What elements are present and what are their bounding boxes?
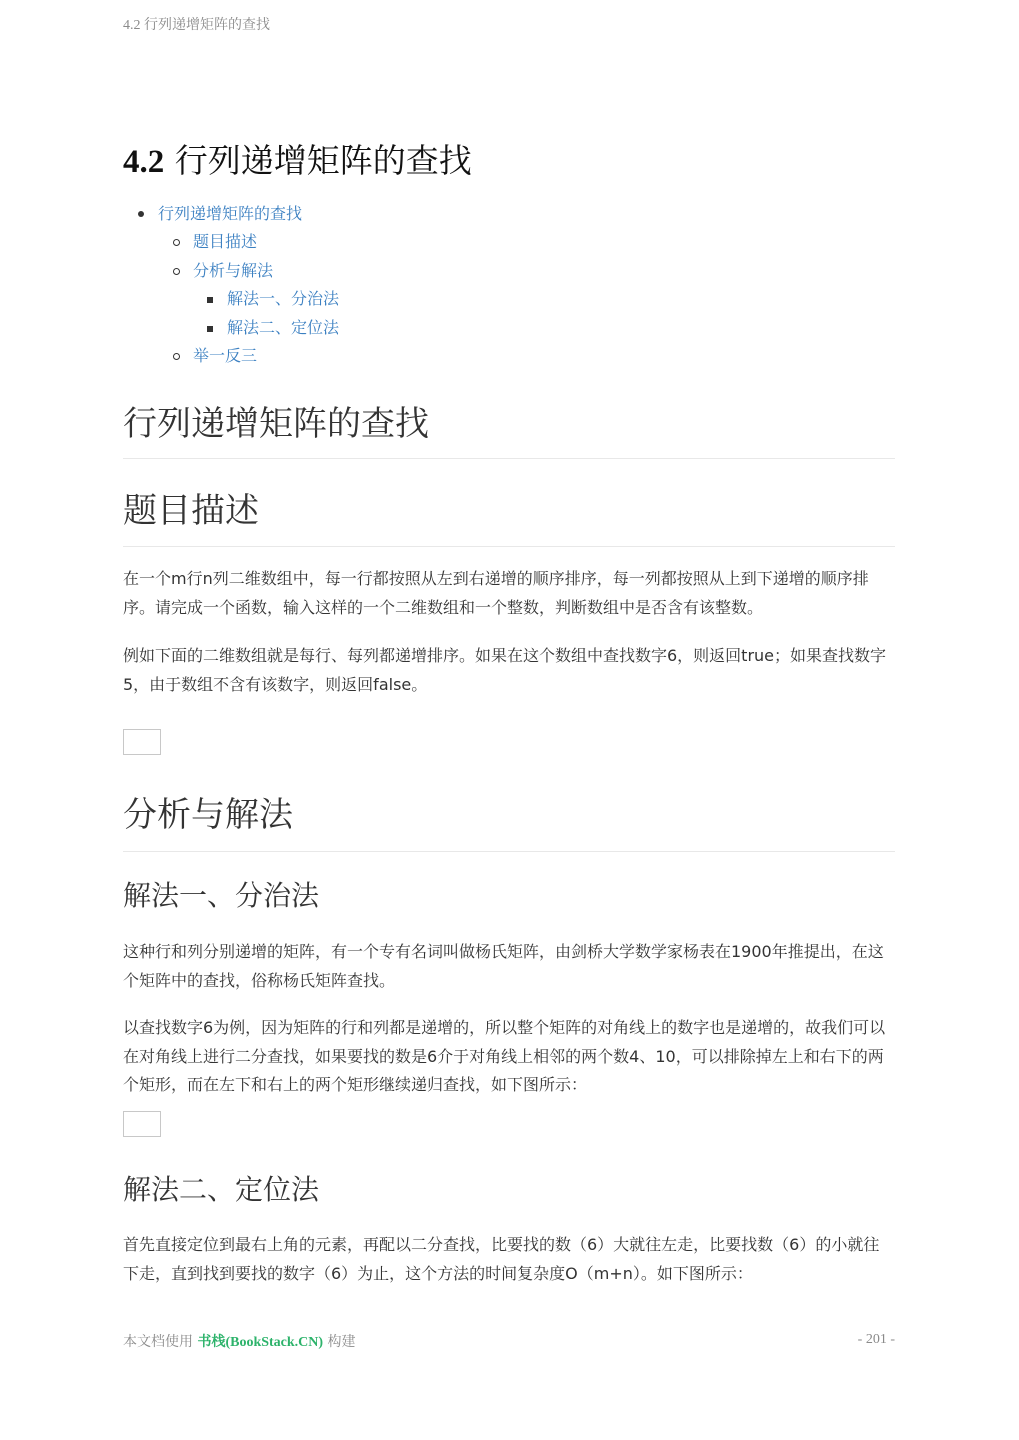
method2-section	[123, 1171, 895, 1209]
problem-section	[123, 489, 895, 533]
section-heading-main: 行列递增矩阵的查找	[123, 404, 429, 444]
toc-item	[123, 257, 895, 285]
figure-placeholder	[123, 1111, 895, 1137]
toc-item	[123, 285, 895, 313]
chapter-title-text: 行列递增矩阵的查找	[174, 141, 472, 180]
method1-section	[123, 877, 895, 915]
method2-body-1	[123, 1231, 895, 1288]
divider	[123, 458, 895, 459]
subsection-heading-method1: 解法一、分治法	[123, 879, 320, 912]
problem-body	[123, 565, 895, 622]
section-heading-problem: 题目描述	[123, 491, 259, 531]
toc-link-extension[interactable]: 举一反三	[193, 345, 258, 365]
analysis-section	[123, 793, 895, 837]
toc-link-problem[interactable]: 题目描述	[193, 232, 258, 252]
bullet-square-icon	[207, 297, 213, 303]
toc-link-method1[interactable]: 解法一、分治法	[227, 289, 340, 309]
toc-item	[123, 200, 895, 228]
bullet-circle-icon	[173, 239, 180, 246]
divider	[123, 546, 895, 547]
divider	[123, 851, 895, 852]
toc-link-main[interactable]: 行列递增矩阵的查找	[158, 204, 303, 223]
page-number: - 201 -	[857, 1332, 895, 1347]
broken-image-icon	[123, 1111, 161, 1137]
main-section	[123, 402, 895, 446]
toc-item	[123, 314, 895, 342]
footer-prefix: 本文档使用	[123, 1334, 198, 1350]
problem-paragraph-2: 例如下面的二维数组就是每行、每列都递增排序。如果在这个数组中查找数字6，则返回true；如果查找数字5，由于数组不含有该数字，则返回false。	[123, 646, 887, 694]
method1-body-2	[123, 1014, 895, 1100]
figure-placeholder	[123, 729, 895, 755]
running-header: 4.2 行列递增矩阵的查找	[123, 18, 270, 33]
footer-credit	[123, 1331, 356, 1351]
method2-paragraph-1: 首先直接定位到最右上角的元素，再配以二分查找，比要找的数（6）大就往左走，比要找数（6）的小就往下走，直到找到要找的数字（6）为止，这个方法的时间复杂度O（m+n）。如下图所示：	[123, 1235, 880, 1283]
section-heading-analysis: 分析与解法	[123, 795, 293, 835]
footer-brand-link[interactable]: 书栈(BookStack.CN)	[197, 1335, 324, 1350]
method1-paragraph-2: 以查找数字6为例，因为矩阵的行和列都是递增的，所以整个矩阵的对角线上的数字也是递增的，故我们可以在对角线上进行二分查找，如果要找的数是6介于对角线上相邻的两个数4、10，可以排除掉左上和右下的两个矩形，而在左下和右上的两个矩形继续递归查找，如下图所示：	[123, 1018, 886, 1094]
toc-item	[123, 342, 895, 370]
method1-body-1	[123, 938, 895, 995]
toc-item	[123, 228, 895, 256]
bullet-disc-icon	[138, 211, 144, 217]
toc-link-method2[interactable]: 解法二、定位法	[227, 317, 340, 337]
table-of-contents	[123, 200, 895, 370]
bullet-circle-icon	[173, 268, 180, 275]
chapter-title	[123, 138, 472, 185]
problem-body-2	[123, 642, 895, 699]
method1-paragraph-1: 这种行和列分别递增的矩阵，有一个专有名词叫做杨氏矩阵，由剑桥大学数学家杨表在1900年推提出，在这个矩阵中的查找，俗称杨氏矩阵查找。	[123, 942, 884, 990]
chapter-number: 4.2	[123, 144, 165, 180]
bullet-square-icon	[207, 326, 213, 332]
footer-suffix: 构建	[323, 1334, 356, 1350]
toc-link-analysis[interactable]: 分析与解法	[193, 260, 274, 280]
subsection-heading-method2: 解法二、定位法	[123, 1173, 320, 1206]
broken-image-icon	[123, 729, 161, 755]
problem-paragraph-1: 在一个m行n列二维数组中，每一行都按照从左到右递增的顺序排序，每一列都按照从上到下递增的顺序排序。请完成一个函数，输入这样的一个二维数组和一个整数，判断数组中是否含有该整数。	[123, 569, 869, 617]
bullet-circle-icon	[173, 353, 180, 360]
